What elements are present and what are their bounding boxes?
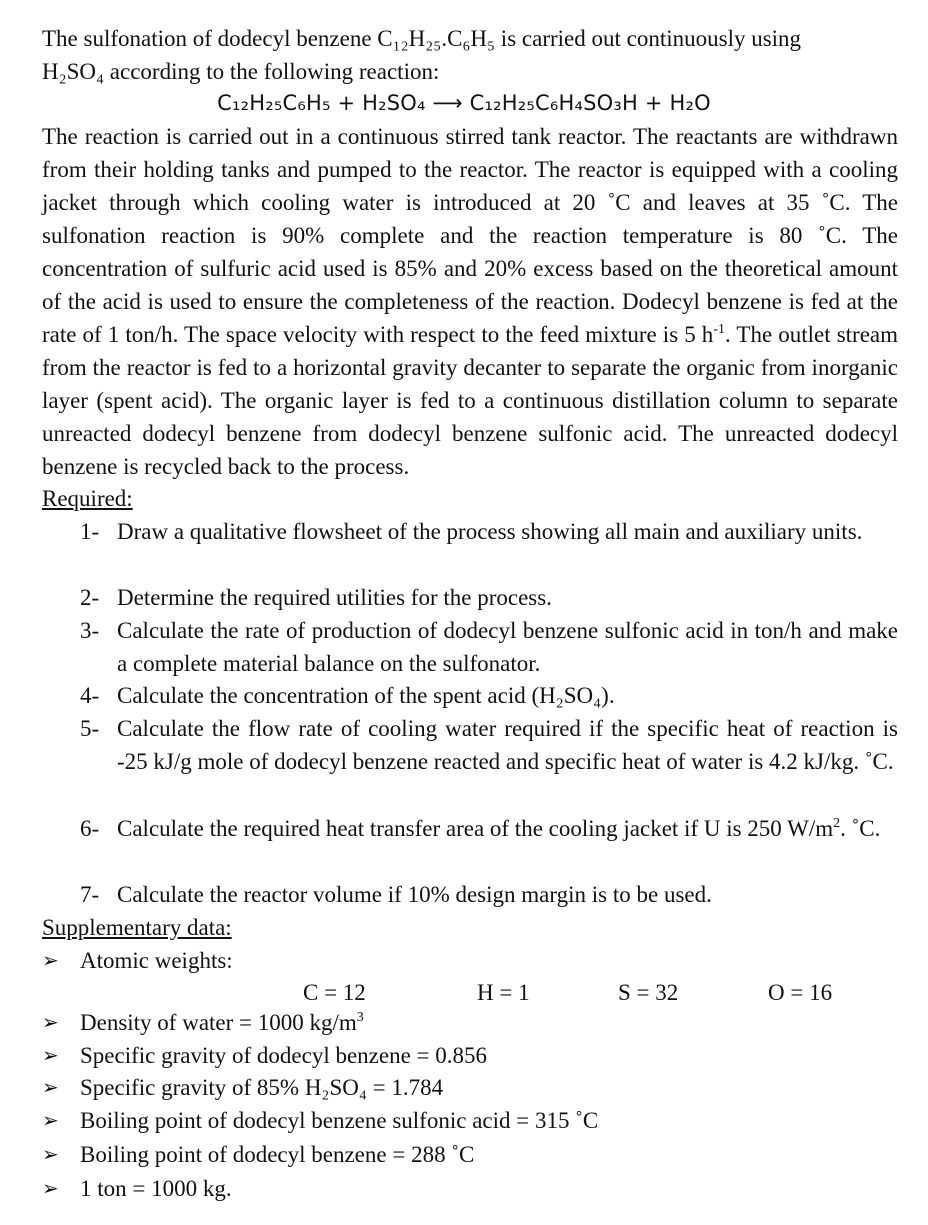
arrow-bullet-icon: ➢ [42,1075,59,1099]
intro-line-2: H₂SO₄ according to the following reaction: [42,59,440,84]
question-number: 1- [80,519,100,544]
supplementary-item [42,1138,474,1171]
required-heading: Required: [42,486,133,511]
question-item [80,581,898,614]
atomic-weight-c: C = 12 [303,980,366,1005]
atomic-weights-label: Atomic weights: [80,948,233,973]
question-text-b: . ˚C. [840,816,881,841]
question-text: Calculate the rate of production of dodecyl benzene sulfonic acid in ton/h and make a complete material balance on the sulfonator. [117,618,898,676]
question-item [80,515,898,548]
supplementary-text: Specific gravity of 85% H₂SO₄ = 1.784 [80,1075,444,1100]
supplementary-heading: Supplementary data: [42,915,232,940]
supplementary-item [42,1039,487,1072]
density-exponent: 3 [356,1010,364,1025]
atomic-weight-o: O = 16 [768,980,833,1005]
question-text: Determine the required utilities for the process. [117,585,552,610]
question-text: Calculate the flow rate of cooling water required if the specific heat of reaction is -25 kJ/g mole of dodecyl benzene reacted and specific heat of water is 4.2 kJ/kg. ˚C. [117,716,898,774]
atomic-weight-h: H = 1 [477,980,530,1005]
question-number: 5- [80,716,100,741]
question-text: Draw a qualitative flowsheet of the process showing all main and auxiliary units. [117,519,863,544]
density-text: Density of water = 1000 kg/m [80,1010,357,1035]
supplementary-text: Boiling point of dodecyl benzene sulfonic acid = 315 ˚C [80,1108,599,1133]
question-number: 4- [80,683,100,708]
question-number: 2- [80,585,100,610]
arrow-bullet-icon: ➢ [42,1043,59,1067]
question-text: Calculate the reactor volume if 10% design margin is to be used. [117,882,712,907]
arrow-bullet-icon: ➢ [42,1108,59,1132]
density-of-water [80,1006,364,1039]
question-number: 6- [80,816,100,841]
supplementary-text: Specific gravity of dodecyl benzene = 0.856 [80,1043,488,1068]
reaction-equation: C₁₂H₂₅C₆H₅ + H₂SO₄ ⟶ C₁₂H₂₅C₆H₄SO₃H + H₂O [217,91,711,115]
question-number: 7- [80,882,100,907]
arrow-bullet-icon: ➢ [42,948,59,972]
question-text [117,812,898,845]
question-number: 3- [80,618,100,643]
description-part-1: The reaction is carried out in a continuous stirred tank reactor. The reactants are withdrawn from their holding tanks and pumped to the reactor. The reactor is equipped with a cooling jacket through which cooling water is introduced at 20 ˚C and leaves at 35 ˚C. The sulfonation reaction is 90% complete and the reaction temperature is 80 ˚C. The concentration of sulfuric acid used is 85% and 20% excess based on the theoretical amount of the acid is used to ensure the completeness of the reaction. Dodecyl benzene is fed at the rate of 1 ton/h. The space velocity with respect to the feed mixture is 5 h [42,124,898,347]
supplementary-item [42,944,233,977]
question-item [80,614,898,680]
question-item [80,812,898,845]
arrow-bullet-icon: ➢ [42,1142,59,1166]
intro-paragraph [42,22,898,88]
supplementary-item [42,1104,598,1137]
area-exponent: 2 [833,816,841,831]
supplementary-item [42,1172,232,1205]
arrow-bullet-icon: ➢ [42,1176,59,1200]
question-item [80,878,898,911]
description-part-2: . The outlet stream from the reactor is fed to a horizontal gravity decanter to separate the organic from inorganic layer (spent acid). The organic layer is fed to a continuous distillation column to separate unreacted dodecyl benzene from dodecyl benzene sulfonic acid. The unreacted dodecyl benzene is recycled back to the process. [42,322,898,479]
space-velocity-exponent: -1 [713,322,725,337]
question-text: Calculate the concentration of the spent acid (H₂SO₄). [117,683,615,708]
question-item [80,712,898,778]
supplementary-text: 1 ton = 1000 kg. [80,1176,232,1201]
question-text-a: Calculate the required heat transfer area of the cooling jacket if U is 250 W/m [117,816,834,841]
arrow-bullet-icon: ➢ [42,1010,59,1034]
intro-line-1: The sulfonation of dodecyl benzene C₁₂H₂₅.C₆H₅ is carried out continuously using [42,26,802,51]
question-item [80,679,898,712]
supplementary-text: Boiling point of dodecyl benzene = 288 ˚C [80,1142,475,1167]
supplementary-item [42,1071,443,1104]
atomic-weight-s: S = 32 [618,980,679,1005]
atomic-weights-row [0,976,928,1009]
process-description [42,120,898,483]
supplementary-item [42,1006,364,1039]
